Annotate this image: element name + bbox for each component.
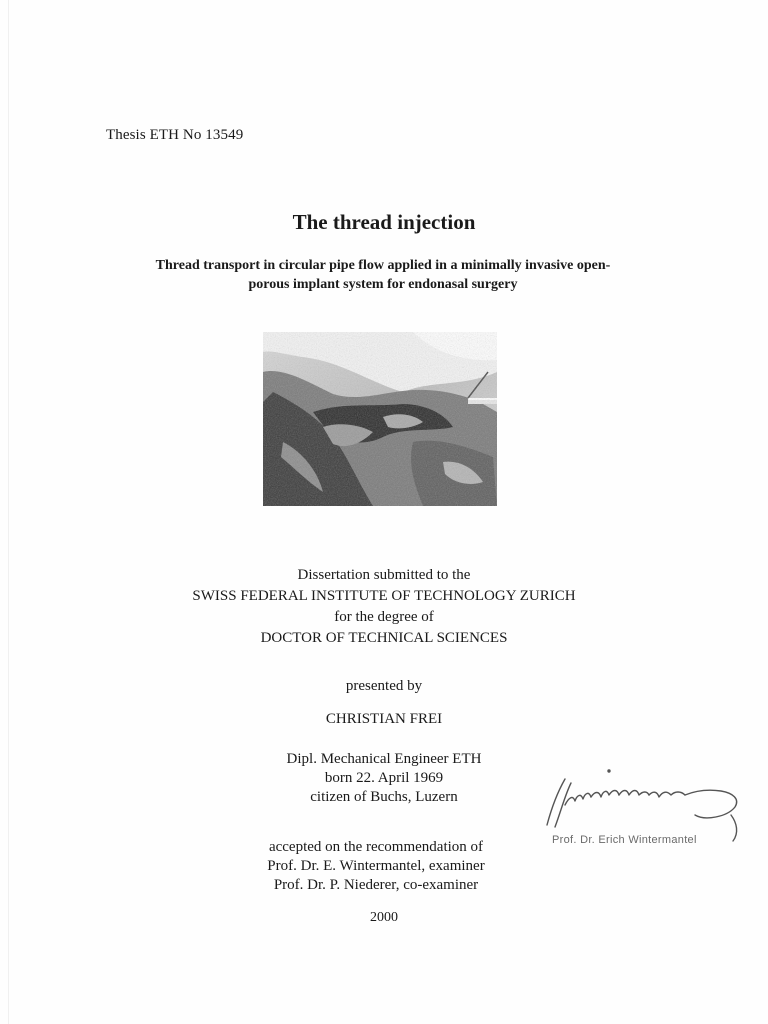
signature-stamp: Prof. Dr. Erich Wintermantel — [552, 834, 697, 846]
subtitle-line-2: porous implant system for endonasal surgery — [248, 277, 518, 292]
author-birthdate: born 22. April 1969 — [324, 770, 444, 786]
acceptance-block — [236, 838, 516, 895]
page-edge-line — [8, 0, 9, 1024]
dissertation-statement — [0, 565, 768, 649]
thesis-subtitle — [118, 256, 648, 294]
thesis-number: Thesis ETH No 13549 — [106, 127, 244, 143]
author-qualification: Dipl. Mechanical Engineer ETH — [286, 751, 482, 767]
presented-by-label: presented by — [345, 678, 423, 694]
thesis-title: The thread injection — [292, 210, 476, 234]
author-name: CHRISTIAN FREI — [325, 711, 443, 727]
examiner-name: Prof. Dr. E. Wintermantel, examiner — [267, 858, 485, 874]
degree-name: DOCTOR OF TECHNICAL SCIENCES — [260, 630, 508, 646]
co-examiner-name: Prof. Dr. P. Niederer, co-examiner — [273, 877, 479, 893]
degree-intro: for the degree of — [334, 609, 434, 625]
acceptance-intro: accepted on the recommendation of — [268, 839, 484, 855]
dissertation-intro: Dissertation submitted to the — [297, 567, 471, 583]
author-citizenship: citizen of Buchs, Luzern — [310, 789, 458, 805]
institution-name: SWISS FEDERAL INSTITUTE OF TECHNOLOGY ZURICH — [192, 588, 576, 604]
subtitle-line-1: Thread transport in circular pipe flow applied in a minimally invasive open- — [155, 258, 611, 273]
publication-year: 2000 — [370, 910, 398, 925]
anatomical-section-photo — [263, 332, 497, 506]
